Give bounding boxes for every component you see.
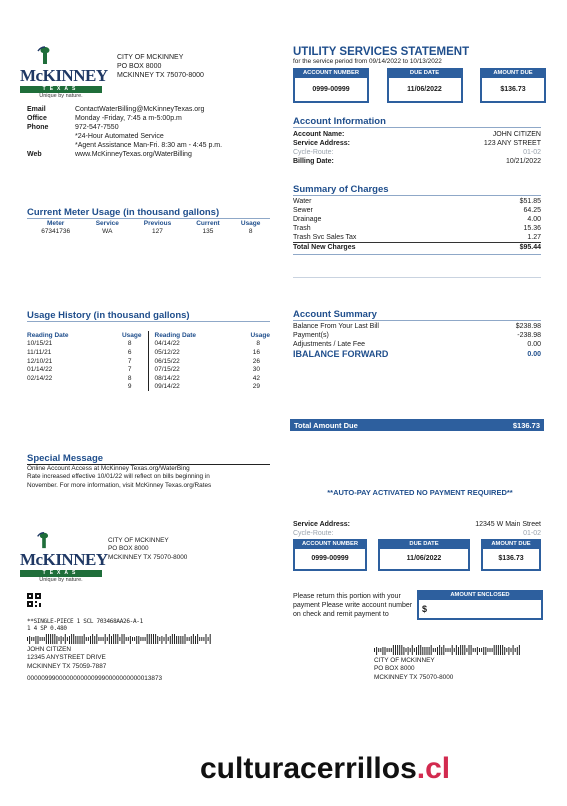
charge-value: 64.25 [523, 207, 541, 215]
reading-date: 06/15/22 [154, 357, 180, 365]
stub-amount-due-box [481, 539, 541, 571]
account-info-section [293, 116, 541, 166]
postal-barcode [27, 634, 217, 644]
meter-table [27, 219, 270, 236]
watermark-text: culturacerrillos [200, 752, 417, 785]
cycle-route-value: 01-02 [523, 149, 541, 157]
table-row [27, 348, 148, 357]
account-info-title: Account Information [293, 116, 541, 128]
reading-date: 05/12/22 [154, 348, 180, 356]
statement-title: UTILITY SERVICES STATEMENT [293, 46, 470, 58]
charges-section [293, 184, 541, 278]
reading-date: 01/14/22 [27, 366, 53, 374]
due-date-box [387, 68, 463, 103]
meter-id: 67341736 [41, 228, 71, 236]
watermark-suffix: .cl [416, 752, 451, 785]
reading-date-header: Reading Date [27, 331, 69, 339]
company-name: CITY OF MCKINNEY [374, 657, 435, 664]
charge-value: $51.85 [519, 198, 541, 205]
statement-header [293, 46, 546, 103]
reading-date: 09/14/22 [154, 383, 180, 391]
account-number-box [293, 68, 369, 103]
office-hours: Monday -Friday, 7:45 a m-5:00p.m [75, 115, 182, 123]
scan-number: 00000999000000000009990000000000013873 [27, 674, 163, 682]
table-row [149, 357, 271, 366]
reading-usage: 6 [127, 348, 132, 356]
logo-tagline: Unique by nature. [39, 93, 83, 99]
usage-history-left [27, 331, 149, 391]
company-name: CITY OF MCKINNEY [108, 537, 169, 544]
meter-col-header: Previous [143, 219, 172, 227]
total-new-charges-label: Total New Charges [293, 244, 356, 252]
amount-enclosed-label: AMOUNT ENCLOSED [417, 590, 543, 600]
office-label: Office [27, 115, 47, 123]
meter-col-header: Current [196, 219, 220, 227]
customer-name: JOHN CITIZEN [27, 646, 72, 653]
due-date-value: 11/06/2022 [378, 549, 470, 571]
meter-col-header: Meter [47, 219, 65, 227]
stub-service-info [293, 520, 541, 571]
reading-date-header: Reading Date [154, 331, 197, 339]
table-row [27, 340, 148, 349]
account-name-value: JOHN CITIZEN [492, 131, 541, 138]
statement-period: for the service period from 09/14/2022 to 10/13/2022 [293, 58, 442, 65]
amount-due-label: AMOUNT DUE [480, 68, 546, 78]
service-address-value: 123 ANY STREET [483, 140, 541, 148]
company-po-box: PO BOX 8000 [117, 63, 162, 71]
meter-previous: 127 [152, 228, 163, 236]
charge-value: 4.00 [527, 216, 541, 224]
charge-label: Water [293, 198, 312, 205]
tree-icon [34, 44, 56, 66]
logo-state-bar: TEXAS [20, 570, 102, 577]
due-date-value: 11/06/2022 [387, 78, 463, 103]
special-message-title: Special Message [27, 453, 270, 465]
summary-label: Adjustments / Late Fee [293, 341, 365, 349]
account-summary-section [293, 309, 541, 359]
due-date-label: DUE DATE [378, 539, 470, 549]
meter-col-header: Service [95, 219, 119, 227]
stub-logo [20, 530, 108, 583]
stub-account-number-box [293, 539, 367, 571]
autopay-notice: **AUTO-PAY ACTIVATED NO PAYMENT REQUIRED** [327, 488, 513, 497]
stub-cycle-label: Cycle-Route: [293, 530, 334, 538]
due-date-label: DUE DATE [387, 68, 463, 78]
summary-value: -238.98 [517, 332, 541, 340]
tree-icon [34, 530, 54, 550]
meter-current: 135 [202, 228, 214, 236]
meter-section [27, 207, 270, 236]
total-amount-due-value: $136.73 [512, 420, 540, 430]
summary-value: 0.00 [527, 341, 541, 349]
table-row [27, 357, 148, 366]
charge-label: Drainage [293, 216, 322, 224]
account-number-value: 0999-00999 [293, 78, 369, 103]
company-address [117, 53, 204, 80]
reading-usage: 8 [256, 340, 260, 348]
company-city: MCKINNEY TX 75070-8000 [374, 673, 454, 681]
meter-service: WA [102, 228, 113, 236]
account-number-label: ACCOUNT NUMBER [293, 539, 367, 549]
billing-date-label: Billing Date: [293, 158, 334, 166]
reading-date: 08/14/22 [154, 374, 180, 382]
summary-label: Balance From Your Last Bill [293, 323, 379, 330]
table-row [149, 374, 271, 383]
web-label: Web [27, 151, 42, 159]
reading-usage: 16 [252, 348, 260, 356]
usage-history-title: Usage History (in thousand gallons) [27, 310, 270, 322]
balance-forward-value: 0.00 [527, 350, 541, 358]
amount-due-value: $136.73 [480, 78, 546, 103]
meter-col-header: Usage [240, 219, 261, 227]
logo-state-bar: TEXAS [20, 86, 102, 93]
reading-date: 07/15/22 [154, 366, 180, 374]
account-name-label: Account Name: [293, 131, 345, 138]
phone-label: Phone [27, 124, 49, 132]
amount-due-value: $136.73 [481, 549, 541, 571]
usage-header: Usage [250, 331, 270, 339]
contact-block [27, 105, 277, 160]
charge-label: Trash Svc Sales Tax [293, 234, 357, 242]
amount-due-box [480, 68, 546, 103]
reading-date: 11/11/21 [27, 348, 52, 356]
reading-usage: 8 [127, 340, 132, 348]
summary-label: Payment(s) [293, 332, 329, 340]
reading-date [27, 383, 101, 392]
charge-label: Trash [293, 225, 311, 233]
account-summary-title: Account Summary [293, 309, 541, 321]
special-message-line: Online Account Access at McKinney Texas.org/WaterBing [27, 465, 190, 472]
remit-address-block [374, 645, 534, 682]
charge-label: Sewer [293, 207, 313, 215]
table-row [27, 228, 270, 237]
company-po-box: PO BOX 8000 [108, 545, 149, 553]
reading-usage: 42 [252, 374, 260, 382]
qr-code [27, 593, 41, 607]
account-number-value: 0999-00999 [293, 549, 367, 571]
total-amount-due-bar [290, 419, 544, 431]
special-message-section [27, 453, 270, 490]
scan-line: 1 4 SP 0.480 [27, 625, 67, 632]
billing-date-value: 10/21/2022 [505, 158, 541, 166]
account-number-label: ACCOUNT NUMBER [293, 68, 369, 78]
cycle-route-label: Cycle-Route: [293, 149, 334, 157]
reading-usage: 26 [252, 357, 260, 365]
phone-number[interactable]: 972-547-7550 [75, 124, 119, 132]
table-row [149, 340, 271, 349]
summary-value: $238.98 [515, 323, 541, 330]
logo-wordmark: McKINNEY [20, 550, 108, 569]
company-logo [20, 44, 108, 99]
company-po-box: PO BOX 8000 [374, 665, 415, 673]
reading-usage: 7 [127, 366, 132, 374]
logo-wordmark: McKINNEY [20, 66, 108, 85]
phone-note-agent: *Agent Assistance Man-Fri. 8:30 am - 4:45 p.m. [75, 142, 223, 150]
table-row [149, 348, 271, 357]
charge-value: 1.27 [527, 234, 541, 242]
table-row [27, 374, 148, 383]
reading-usage: 9 [127, 383, 132, 391]
special-message-line: November. For more information, visit McKinney Texas.org/Rates [27, 481, 212, 489]
company-name: CITY OF MCKINNEY [117, 54, 184, 61]
logo-tagline: Unique by nature. [39, 577, 83, 583]
divider [293, 277, 541, 278]
table-row [27, 365, 148, 374]
customer-city: MCKINNEY TX 75059-7887 [27, 662, 107, 670]
balance-forward-label: IBALANCE FORWARD [293, 349, 389, 360]
customer-mailing-block [27, 618, 227, 683]
email-link[interactable]: ContactWaterBilling@McKinneyTexas.org [75, 106, 205, 113]
meter-usage: 8 [248, 228, 253, 236]
reading-date: 10/15/21 [27, 340, 53, 348]
reading-date: 12/10/21 [27, 357, 53, 365]
charges-title: Summary of Charges [293, 184, 541, 196]
company-city: MCKINNEY TX 75070-8000 [117, 72, 204, 80]
table-row [149, 383, 271, 392]
scan-line: **SINGLE-PIECE 1 SCL 703468AA26-A-1 [27, 618, 143, 625]
web-link[interactable]: www.McKinneyTexas.org/WaterBilling [75, 151, 192, 159]
reading-usage: 30 [252, 366, 260, 374]
stub-service-address-label: Service Address: [293, 521, 350, 528]
phone-note-automated: *24-Hour Automated Service [75, 133, 164, 141]
reading-date: 02/14/22 [27, 374, 53, 382]
usage-history-right [149, 331, 271, 391]
charge-value: 15.36 [523, 225, 541, 233]
reading-usage: 29 [252, 383, 260, 391]
return-instructions: Please return this portion with your payment Please write account number on check and remit payment to [293, 593, 413, 619]
meter-title: Current Meter Usage (in thousand gallons) [27, 207, 270, 219]
total-amount-due-label: Total Amount Due [294, 420, 358, 430]
stub-company-address [108, 537, 187, 562]
table-row [149, 365, 271, 374]
table-row [27, 383, 148, 392]
email-label: Email [27, 106, 46, 113]
customer-street: 12345 ANYSTREET DRIVE [27, 654, 106, 662]
postal-barcode [374, 645, 524, 655]
usage-history-section [27, 310, 270, 391]
service-address-label: Service Address: [293, 140, 350, 148]
usage-header: Usage [121, 331, 142, 339]
stub-due-date-box [378, 539, 470, 571]
reading-date: 04/14/22 [154, 340, 180, 348]
stub-service-address-value: 12345 W Main Street [475, 521, 541, 528]
stub-cycle-value: 01-02 [523, 530, 541, 538]
amount-enclosed-box [417, 590, 543, 620]
watermark-brand [200, 752, 450, 786]
total-new-charges-value: $95.44 [519, 244, 541, 252]
amount-enclosed-input[interactable]: $ [417, 600, 543, 620]
amount-due-label: AMOUNT DUE [481, 539, 541, 549]
special-message-line: Rate increased effective 10/01/22 will reflect on bills beginning in [27, 473, 210, 481]
reading-usage: 7 [127, 357, 132, 365]
company-city: MCKINNEY TX 75070-8000 [108, 553, 188, 561]
reading-usage: 8 [127, 374, 132, 382]
